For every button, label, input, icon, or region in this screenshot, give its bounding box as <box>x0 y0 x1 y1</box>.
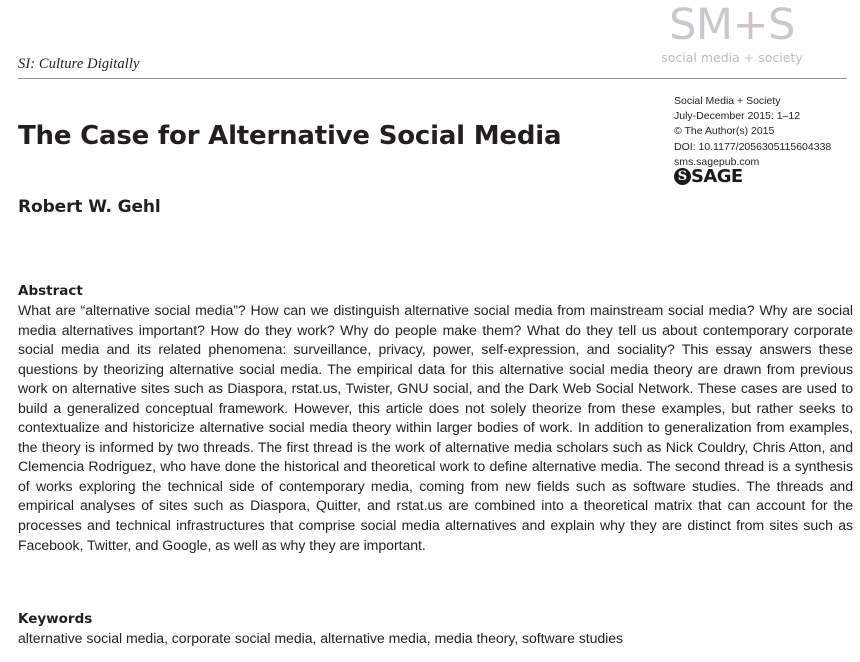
keywords-heading: Keywords <box>18 611 93 627</box>
author-byline: Robert W. Gehl <box>18 197 161 217</box>
metadata-doi: DOI: 10.1177/2056305115604338 <box>674 140 832 153</box>
journal-metadata <box>674 94 854 170</box>
journal-logo-mark-left: SM <box>669 0 733 50</box>
abstract-heading: Abstract <box>18 283 83 299</box>
header-divider <box>18 78 847 79</box>
sage-circle-icon: S <box>674 168 691 185</box>
sage-wordmark: SAGE <box>691 165 743 187</box>
abstract-body: What are “alternative social media”? How can we distinguish alternative social media from mainstream social media? Why are social media alternatives important? How do they work? Why do people make them? What do they tell us about contemporary corporate social media and its related phenomena: surveillance, privacy, power, self-expression, and sociality? This essay answers these questions by theorizing alternative social media. The empirical data for this alternative social media theory are drawn from previous work on alternative sites such as Diaspora, rstat.us, Twister, GNU social, and the Dark Web Social Network. These cases are used to build a generalized conceptual framework. However, this article does not solely theorize from these examples, but rather seeks to contextualize and historicize alternative social media theory within larger bodies of work. In addition to generalization from examples, the theory is informed by two threads. The first thread is the work of alternative media scholars such as Nick Couldry, Chris Atton, and Clemencia Rodriguez, who have done the historical and theoretical work to define alternative media. The second thread is a synthesis of works exploring the technical side of contemporary media, coming from new fields such as software studies. The threads and empirical analyses of sites such as Diaspora, Quitter, and rstat.us are combined into a theoretical matrix that can account for the processes and technical infrastructures that comprise social media alternatives and explain why they are distinct from sites such as Facebook, Twitter, and Google, as well as why they are important. <box>18 302 853 553</box>
metadata-journal-name: Social Media + Society <box>674 95 781 107</box>
page-title: The Case for Alternative Social Media <box>18 121 562 152</box>
metadata-copyright: © The Author(s) 2015 <box>674 125 775 138</box>
journal-logo-tagline-right: society <box>754 50 803 65</box>
journal-logo-tagline-plus-icon: + <box>743 50 755 65</box>
metadata-issue: July-December 2015: 1–12 <box>674 110 801 123</box>
journal-logo-mark <box>617 0 847 50</box>
keywords-body: alternative social media, corporate social media, alternative media, media theory, software studies <box>18 630 624 646</box>
metadata-website[interactable]: sms.sagepub.com <box>674 155 760 168</box>
journal-logo-tagline <box>617 51 847 65</box>
running-head: SI: Culture Digitally <box>18 56 140 72</box>
journal-logo-tagline-left: social media <box>661 50 744 65</box>
journal-logo-plus-icon: + <box>732 0 769 50</box>
sage-publisher-logo <box>674 166 743 186</box>
keywords-section <box>18 611 853 649</box>
journal-logo-mark-right: S <box>768 0 795 50</box>
abstract-section <box>18 283 853 555</box>
journal-logo <box>617 0 847 65</box>
